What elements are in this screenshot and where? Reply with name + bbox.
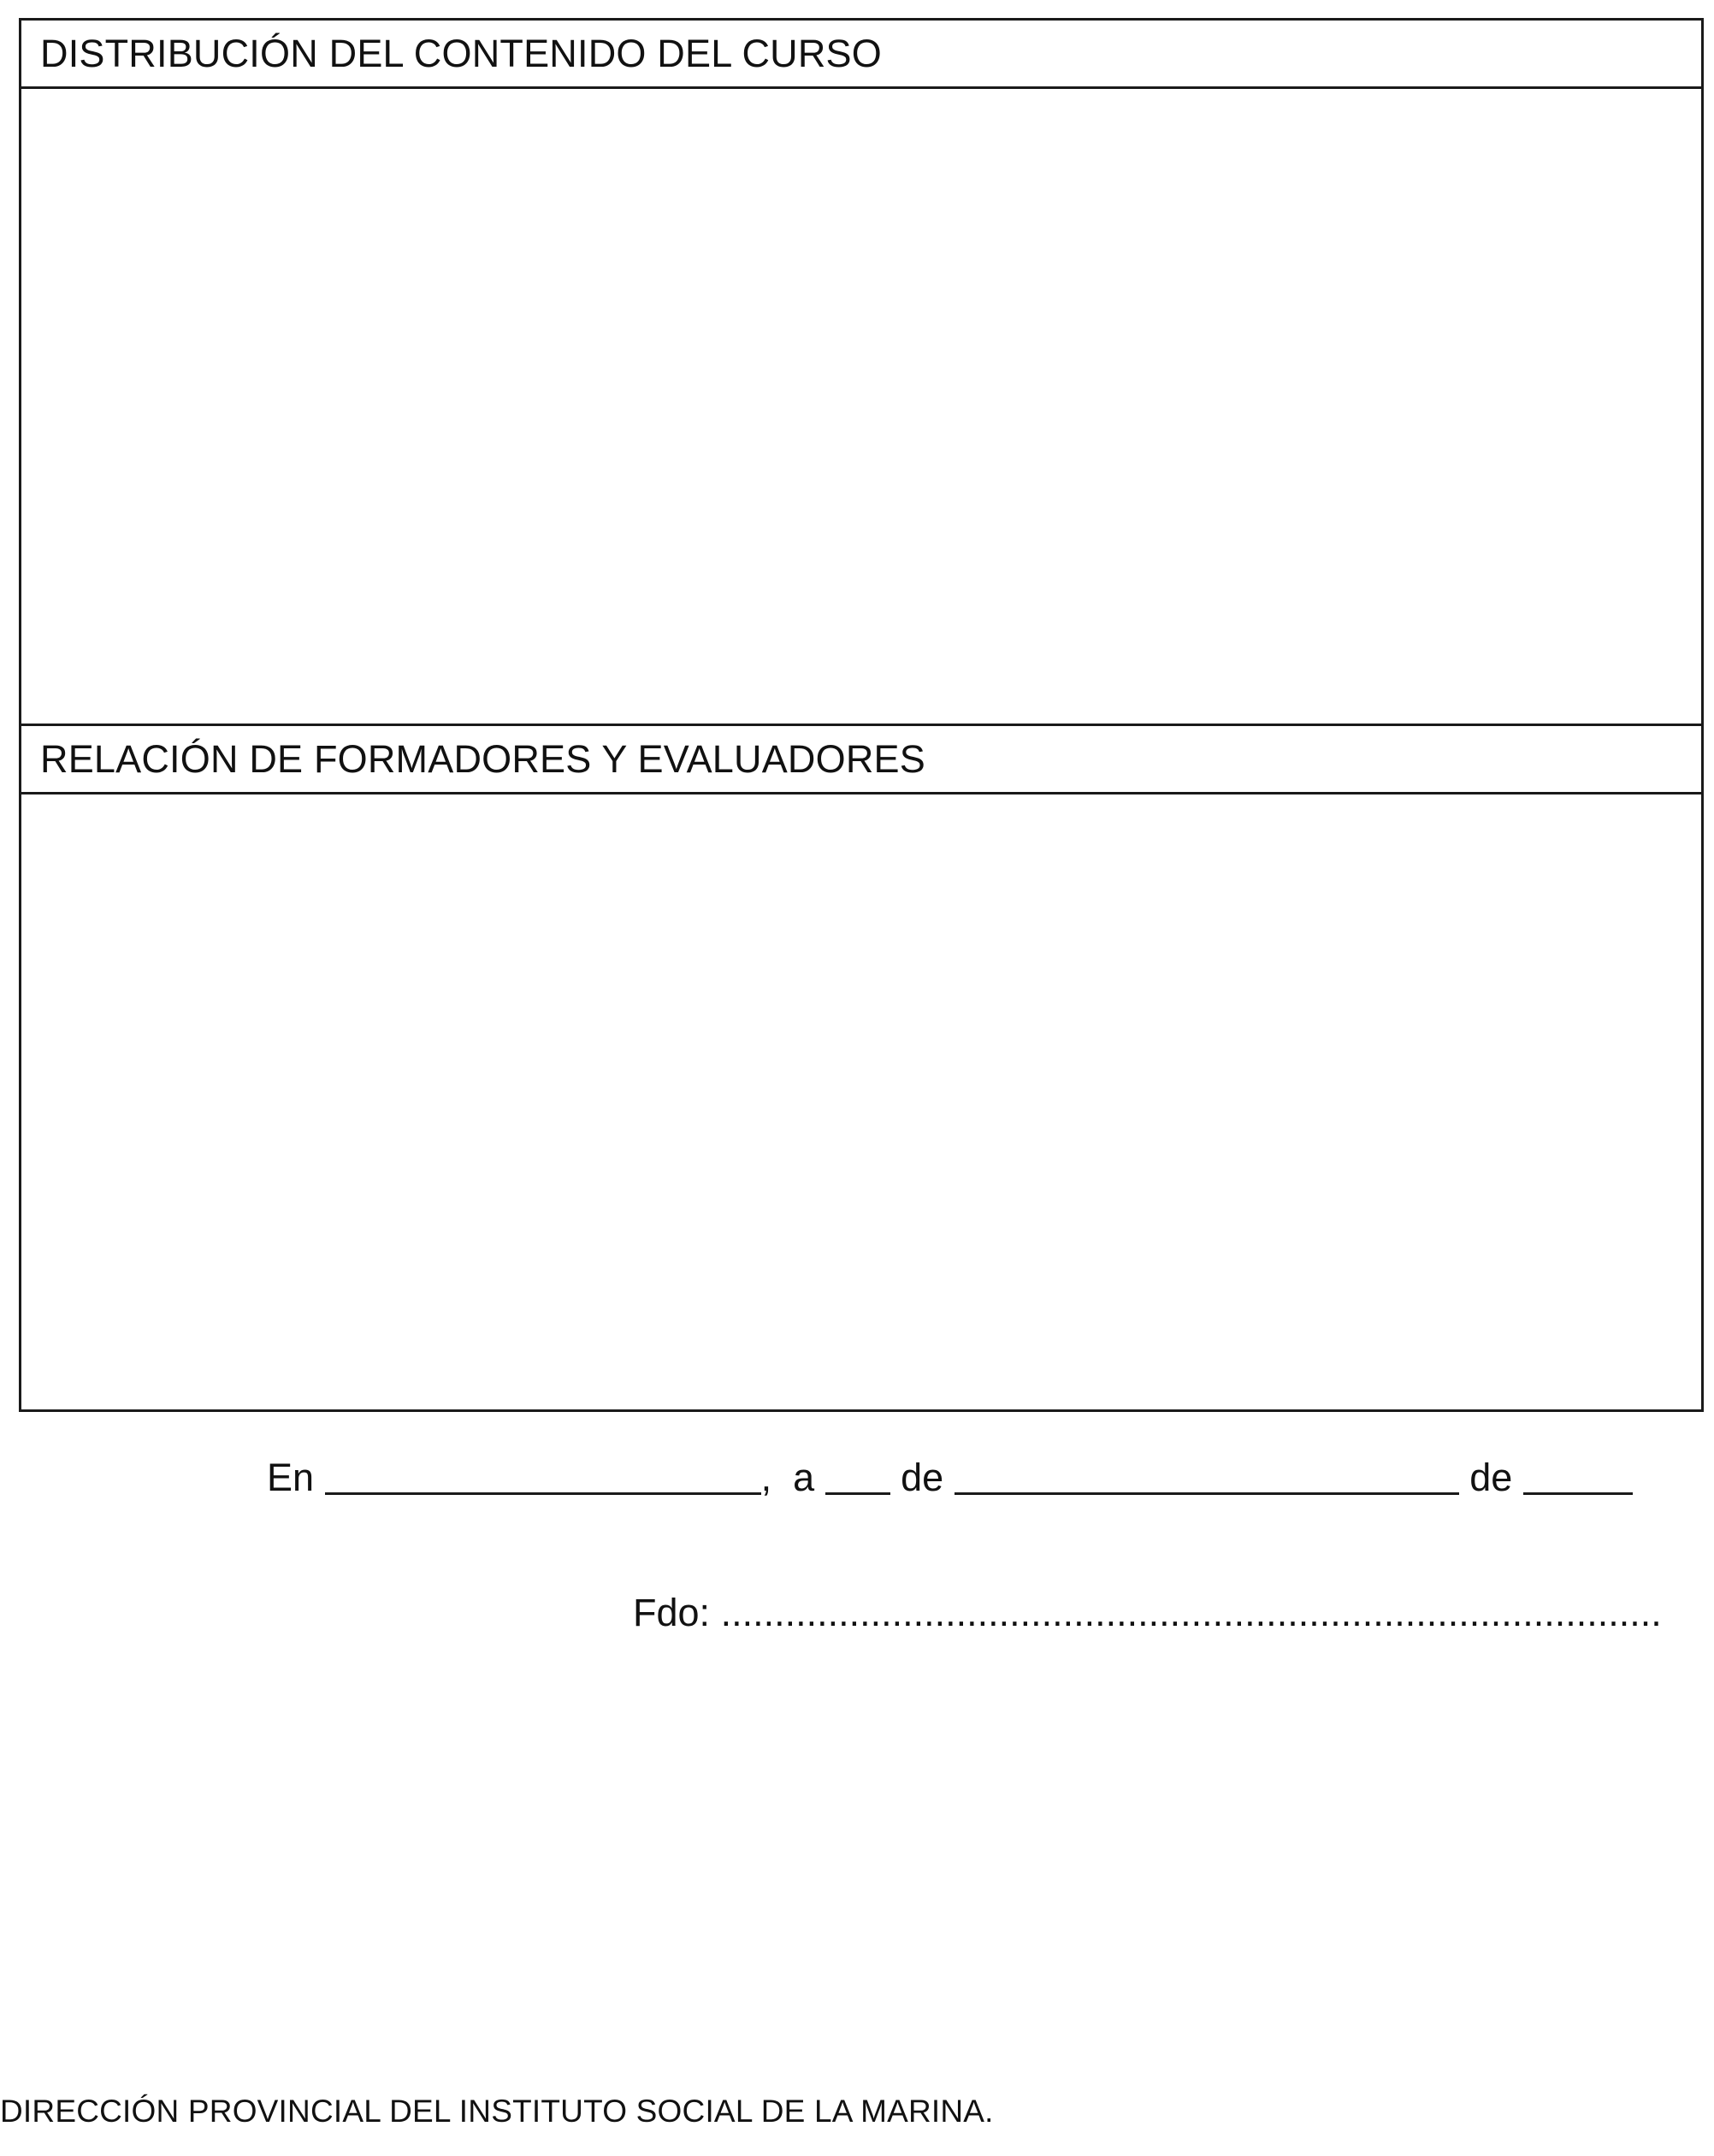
signature-dots[interactable]: ........................................................................................ (720, 1591, 1662, 1634)
en-label: En (267, 1456, 315, 1499)
month-blank[interactable] (955, 1456, 1459, 1496)
a-label: , a (760, 1456, 815, 1499)
place-blank[interactable] (325, 1456, 761, 1496)
course-form-table (19, 18, 1704, 1412)
section-trainers-field[interactable] (21, 794, 1701, 1409)
section-trainers-header (21, 726, 1701, 794)
section-trainers-title: RELACIÓN DE FORMADORES Y EVALUADORES (40, 736, 925, 781)
section-course-content-title: DISTRIBUCIÓN DEL CONTENIDO DEL CURSO (40, 31, 882, 75)
section-course-content-field[interactable] (21, 89, 1701, 726)
section-course-content-header (21, 21, 1701, 89)
place-date-line (267, 1456, 1633, 1500)
footer-institution: DIRECCIÓN PROVINCIAL DEL INSTITUTO SOCIAL DE LA MARINA. (0, 2094, 994, 2129)
de-label-1: de (901, 1456, 944, 1499)
de-label-2: de (1469, 1456, 1513, 1499)
year-blank[interactable] (1523, 1456, 1633, 1496)
signature-line (633, 1591, 1662, 1635)
day-blank[interactable] (825, 1456, 890, 1496)
signature-label: Fdo: (633, 1591, 711, 1634)
